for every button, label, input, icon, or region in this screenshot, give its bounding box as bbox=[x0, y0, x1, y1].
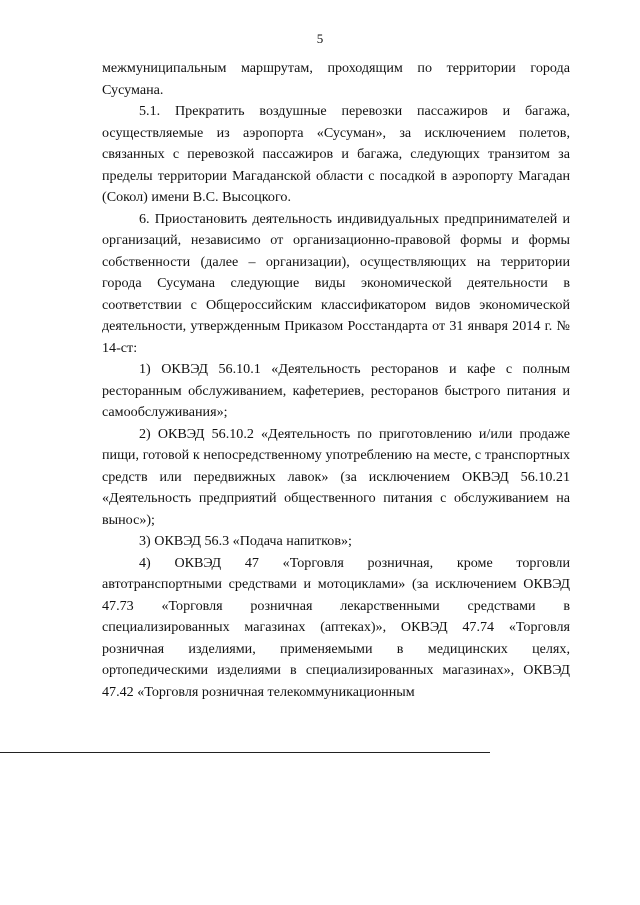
list-item-4: 4) ОКВЭД 47 «Торговля розничная, кроме торговли автотранспортными средствами и мотоциклами» (за исключением ОКВЭД 47.73 «Торговля розничная лекарственными средствами в специализированных магазинах (аптеках)», ОКВЭД 47.74 «Торговля розничная изделиями, применяемыми в медицинских целях, ортопедическими изделиями в специализированных магазинах», ОКВЭД 47.42 «Торговля розничная телекоммуникационным bbox=[102, 554, 570, 700]
list-item-1: 1) ОКВЭД 56.10.1 «Деятельность ресторанов и кафе с полным ресторанным обслуживанием, кафетериев, ресторанов быстрого питания и самообслуживания»; bbox=[102, 361, 570, 420]
page-number: 5 bbox=[316, 31, 324, 46]
paragraph-5-1: 5.1. Прекратить воздушные перевозки пассажиров и багажа, осуществляемые из аэропорта «Сусуман», за исключением полетов, связанных с перевозкой пассажиров и багажа, следующих транзитом за пределы территории Магаданской области с посадкой в аэропорту Магадан (Сокол) имени В.С. Высоцкого. bbox=[102, 103, 570, 205]
paragraph-6: 6. Приостановить деятельность индивидуальных предпринимателей и организаций, независимо от организационно-правовой формы и формы собственности (далее – организации), осуществляющих на территории города Сусумана следующие виды экономической деятельности в соответствии с Общероссийским классификатором видов экономической деятельности, утвержденным Приказом Росстандарта от 31 января 2014 г. № 14-ст: bbox=[102, 210, 570, 356]
list-item-3: 3) ОКВЭД 56.3 «Подача напитков»; bbox=[139, 533, 352, 549]
list-item-2: 2) ОКВЭД 56.10.2 «Деятельность по приготовлению и/или продаже пищи, готовой к непосредственному употреблению на месте, с транспортных средств или передвижных лавок» (за исключением ОКВЭД 56.10.21 «Деятельность предприятий общественного питания с обслуживанием на вынос»); bbox=[102, 425, 570, 528]
document-body bbox=[102, 58, 570, 703]
paragraph-continuation: межмуниципальным маршрутам, проходящим по территории города Сусумана. bbox=[102, 60, 570, 98]
footer-divider bbox=[0, 752, 490, 753]
